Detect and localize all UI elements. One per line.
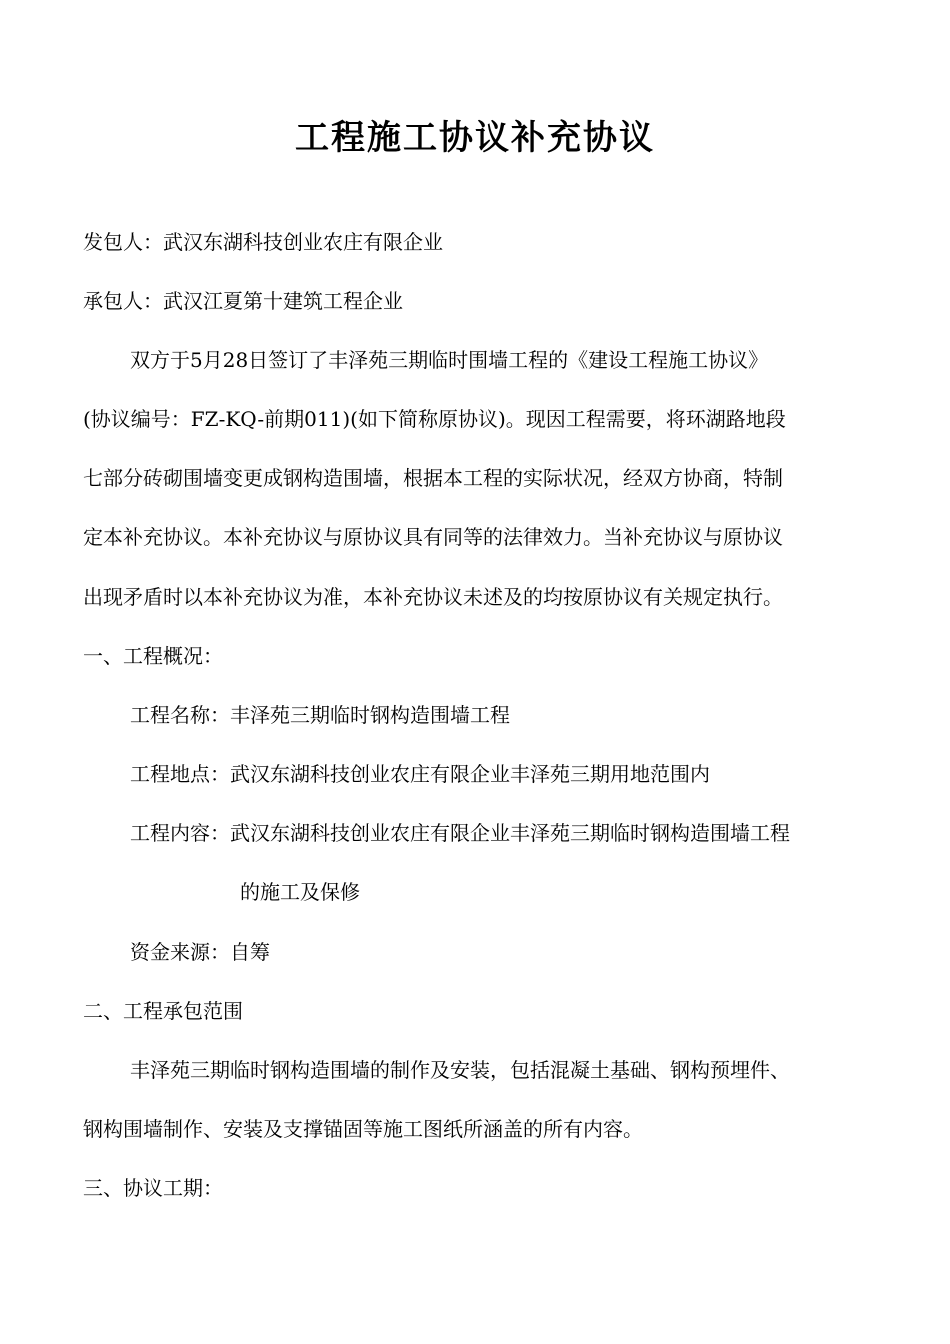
project-content-line: 工程内容：武汉东湖科技创业农庄有限企业丰泽苑三期临时钢构造围墙工程 bbox=[130, 821, 790, 845]
intro-line-3: 七部分砖砌围墙变更成钢构造围墙，根据本工程的实际状况，经双方协商，特制 bbox=[83, 466, 783, 490]
contractor-line: 承包人：武汉江夏第十建筑工程企业 bbox=[83, 289, 403, 313]
section3-heading: 三、协议工期： bbox=[83, 1176, 223, 1200]
scope-line-2: 钢构围墙制作、安装及支撑锚固等施工图纸所涵盖的所有内容。 bbox=[83, 1117, 643, 1141]
document-title: 工程施工协议补充协议 bbox=[295, 118, 655, 158]
project-location-line: 工程地点：武汉东湖科技创业农庄有限企业丰泽苑三期用地范围内 bbox=[130, 762, 710, 786]
intro-line-1: 双方于5月28日签订了丰泽苑三期临时围墙工程的《建设工程施工协议》 bbox=[130, 348, 769, 372]
project-name-line: 工程名称：丰泽苑三期临时钢构造围墙工程 bbox=[130, 703, 510, 727]
scope-line-1: 丰泽苑三期临时钢构造围墙的制作及安装，包括混凝土基础、钢构预埋件、 bbox=[130, 1058, 790, 1082]
section2-heading: 二、工程承包范围 bbox=[83, 999, 243, 1023]
intro-line-2: (协议编号：FZ-KQ-前期011)(如下简称原协议)。现因工程需要，将环湖路地段 bbox=[83, 407, 786, 431]
funding-source-line: 资金来源：自筹 bbox=[130, 940, 270, 964]
intro-line-4: 定本补充协议。本补充协议与原协议具有同等的法律效力。当补充协议与原协议 bbox=[83, 525, 783, 549]
intro-line-5: 出现矛盾时以本补充协议为准，本补充协议未述及的均按原协议有关规定执行。 bbox=[83, 585, 783, 609]
project-content-continuation: 的施工及保修 bbox=[240, 880, 360, 904]
section1-heading: 一、工程概况： bbox=[83, 644, 223, 668]
employer-line: 发包人：武汉东湖科技创业农庄有限企业 bbox=[83, 230, 443, 254]
